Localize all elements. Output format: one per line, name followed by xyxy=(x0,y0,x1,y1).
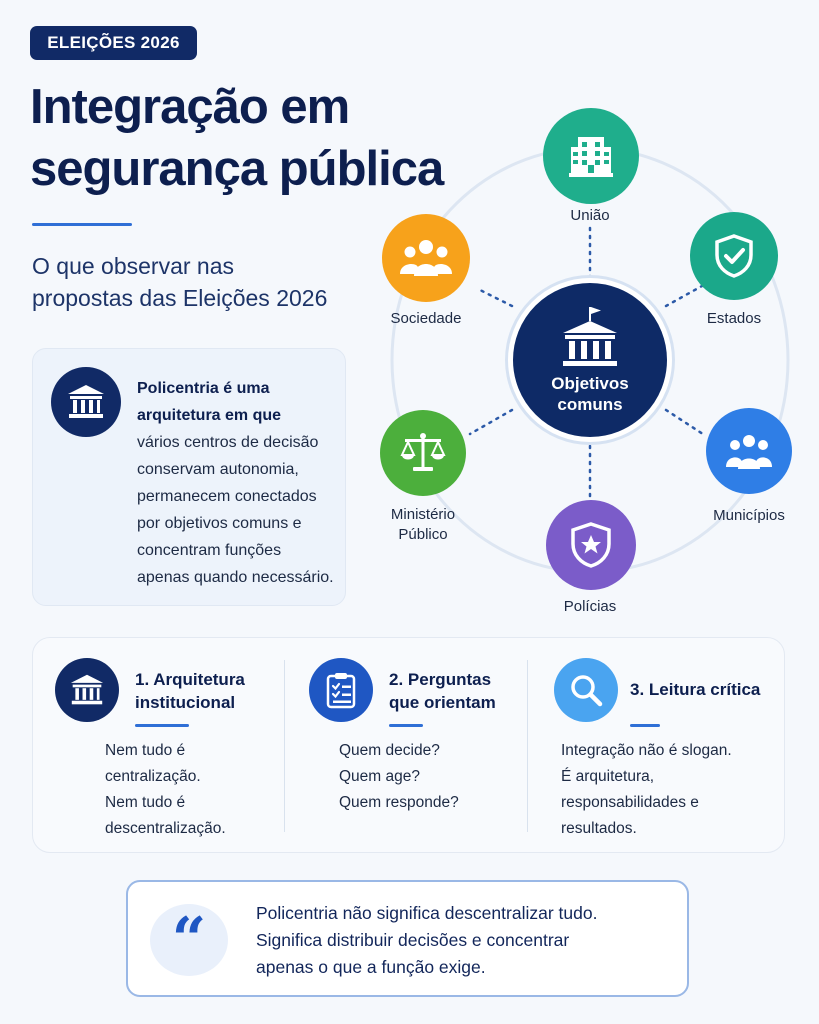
column-leitura-critica xyxy=(528,638,786,854)
column-line: Nem tudo é xyxy=(105,794,186,811)
center-label-line-1: Objetivos xyxy=(551,374,629,393)
column-line: Quem decide? xyxy=(339,742,440,759)
institution-icon xyxy=(55,658,119,722)
ministerio-label-line-2: Público xyxy=(398,526,448,543)
column-body xyxy=(105,738,226,842)
quote-line: Significa distribuir decisões e concentrar xyxy=(256,930,570,950)
node-label-policias: Polícias xyxy=(563,598,617,615)
node-municipios xyxy=(706,408,792,494)
column-line: Integração não é slogan. xyxy=(561,742,732,759)
magnifier-icon xyxy=(554,658,618,722)
title-line-1: Integração em xyxy=(30,80,350,134)
column-perguntas xyxy=(285,638,525,854)
title-underline xyxy=(32,223,132,226)
column-title-line-1: 2. Perguntas xyxy=(389,670,492,689)
column-title xyxy=(389,668,496,714)
election-badge: ELEIÇÕES 2026 xyxy=(30,26,197,60)
checklist-icon xyxy=(309,658,373,722)
building-icon xyxy=(567,133,615,179)
column-line: É arquitetura, xyxy=(561,768,655,785)
center-label xyxy=(530,373,650,415)
column-underline xyxy=(135,724,189,727)
subtitle-line-1: O que observar nas xyxy=(32,253,235,279)
node-label-municipios: Municípios xyxy=(713,507,785,524)
column-underline xyxy=(389,724,423,727)
quote-mark-icon: “ xyxy=(150,904,228,976)
institution-icon xyxy=(51,367,121,437)
node-uniao xyxy=(543,108,639,204)
column-title-line-1: 3. Leitura crítica xyxy=(630,680,761,699)
node-sociedade xyxy=(382,214,470,302)
node-label-uniao: União xyxy=(570,207,610,224)
policentria-definition-card xyxy=(32,348,346,606)
column-title-line-1: 1. Arquitetura xyxy=(135,670,245,689)
policentria-definition-text xyxy=(137,375,347,591)
definition-line: por objetivos comuns e xyxy=(137,515,302,532)
people-icon xyxy=(400,238,452,278)
people-group-icon xyxy=(724,431,774,471)
column-line: responsabilidades e xyxy=(561,794,699,811)
shield-check-icon xyxy=(713,233,755,279)
node-ministerio-publico xyxy=(380,410,466,496)
column-line: Quem responde? xyxy=(339,794,459,811)
column-line: resultados. xyxy=(561,820,637,837)
quote-box xyxy=(126,880,689,997)
definition-bold-line-2: arquitetura em que xyxy=(137,407,282,424)
definition-line: permanecem conectados xyxy=(137,488,317,505)
definition-line: conservam autonomia, xyxy=(137,461,299,478)
subtitle-line-2: propostas das Eleições 2026 xyxy=(32,285,328,311)
government-building-flag-icon xyxy=(559,305,621,369)
page-subtitle xyxy=(32,250,372,314)
scales-icon xyxy=(399,431,447,475)
column-body xyxy=(339,738,459,816)
node-label-sociedade: Sociedade xyxy=(390,310,462,327)
key-points-card xyxy=(32,637,785,853)
column-line: descentralização. xyxy=(105,820,226,837)
column-title-line-2: institucional xyxy=(135,693,236,712)
column-line: Quem age? xyxy=(339,768,420,785)
column-title xyxy=(135,668,245,714)
column-line: centralização. xyxy=(105,768,201,785)
quote-line: apenas o que a função exige. xyxy=(256,957,486,977)
police-badge-icon xyxy=(569,521,613,569)
column-arquitetura xyxy=(33,638,283,854)
column-title xyxy=(630,678,760,701)
node-policias xyxy=(546,500,636,590)
center-label-line-2: comuns xyxy=(557,395,623,414)
column-underline xyxy=(630,724,660,727)
title-line-2: segurança pública xyxy=(30,142,444,196)
integration-hub-diagram xyxy=(370,100,819,630)
ministerio-label-line-1: Ministério xyxy=(390,506,456,523)
definition-line: apenas quando necessário. xyxy=(137,569,334,586)
node-label-estados: Estados xyxy=(706,310,762,327)
definition-line: vários centros de decisão xyxy=(137,434,319,451)
center-node-objetivos-comuns xyxy=(508,278,672,442)
column-title-line-2: que orientam xyxy=(389,693,496,712)
definition-bold-line-1: Policentria é uma xyxy=(137,380,270,397)
quote-text xyxy=(256,900,676,981)
column-body xyxy=(561,738,732,842)
quote-line: Policentria não significa descentralizar tudo. xyxy=(256,903,598,923)
node-label-ministerio-publico xyxy=(373,505,473,545)
column-line: Nem tudo é xyxy=(105,742,186,759)
node-estados xyxy=(690,212,778,300)
definition-line: concentram funções xyxy=(137,542,282,559)
